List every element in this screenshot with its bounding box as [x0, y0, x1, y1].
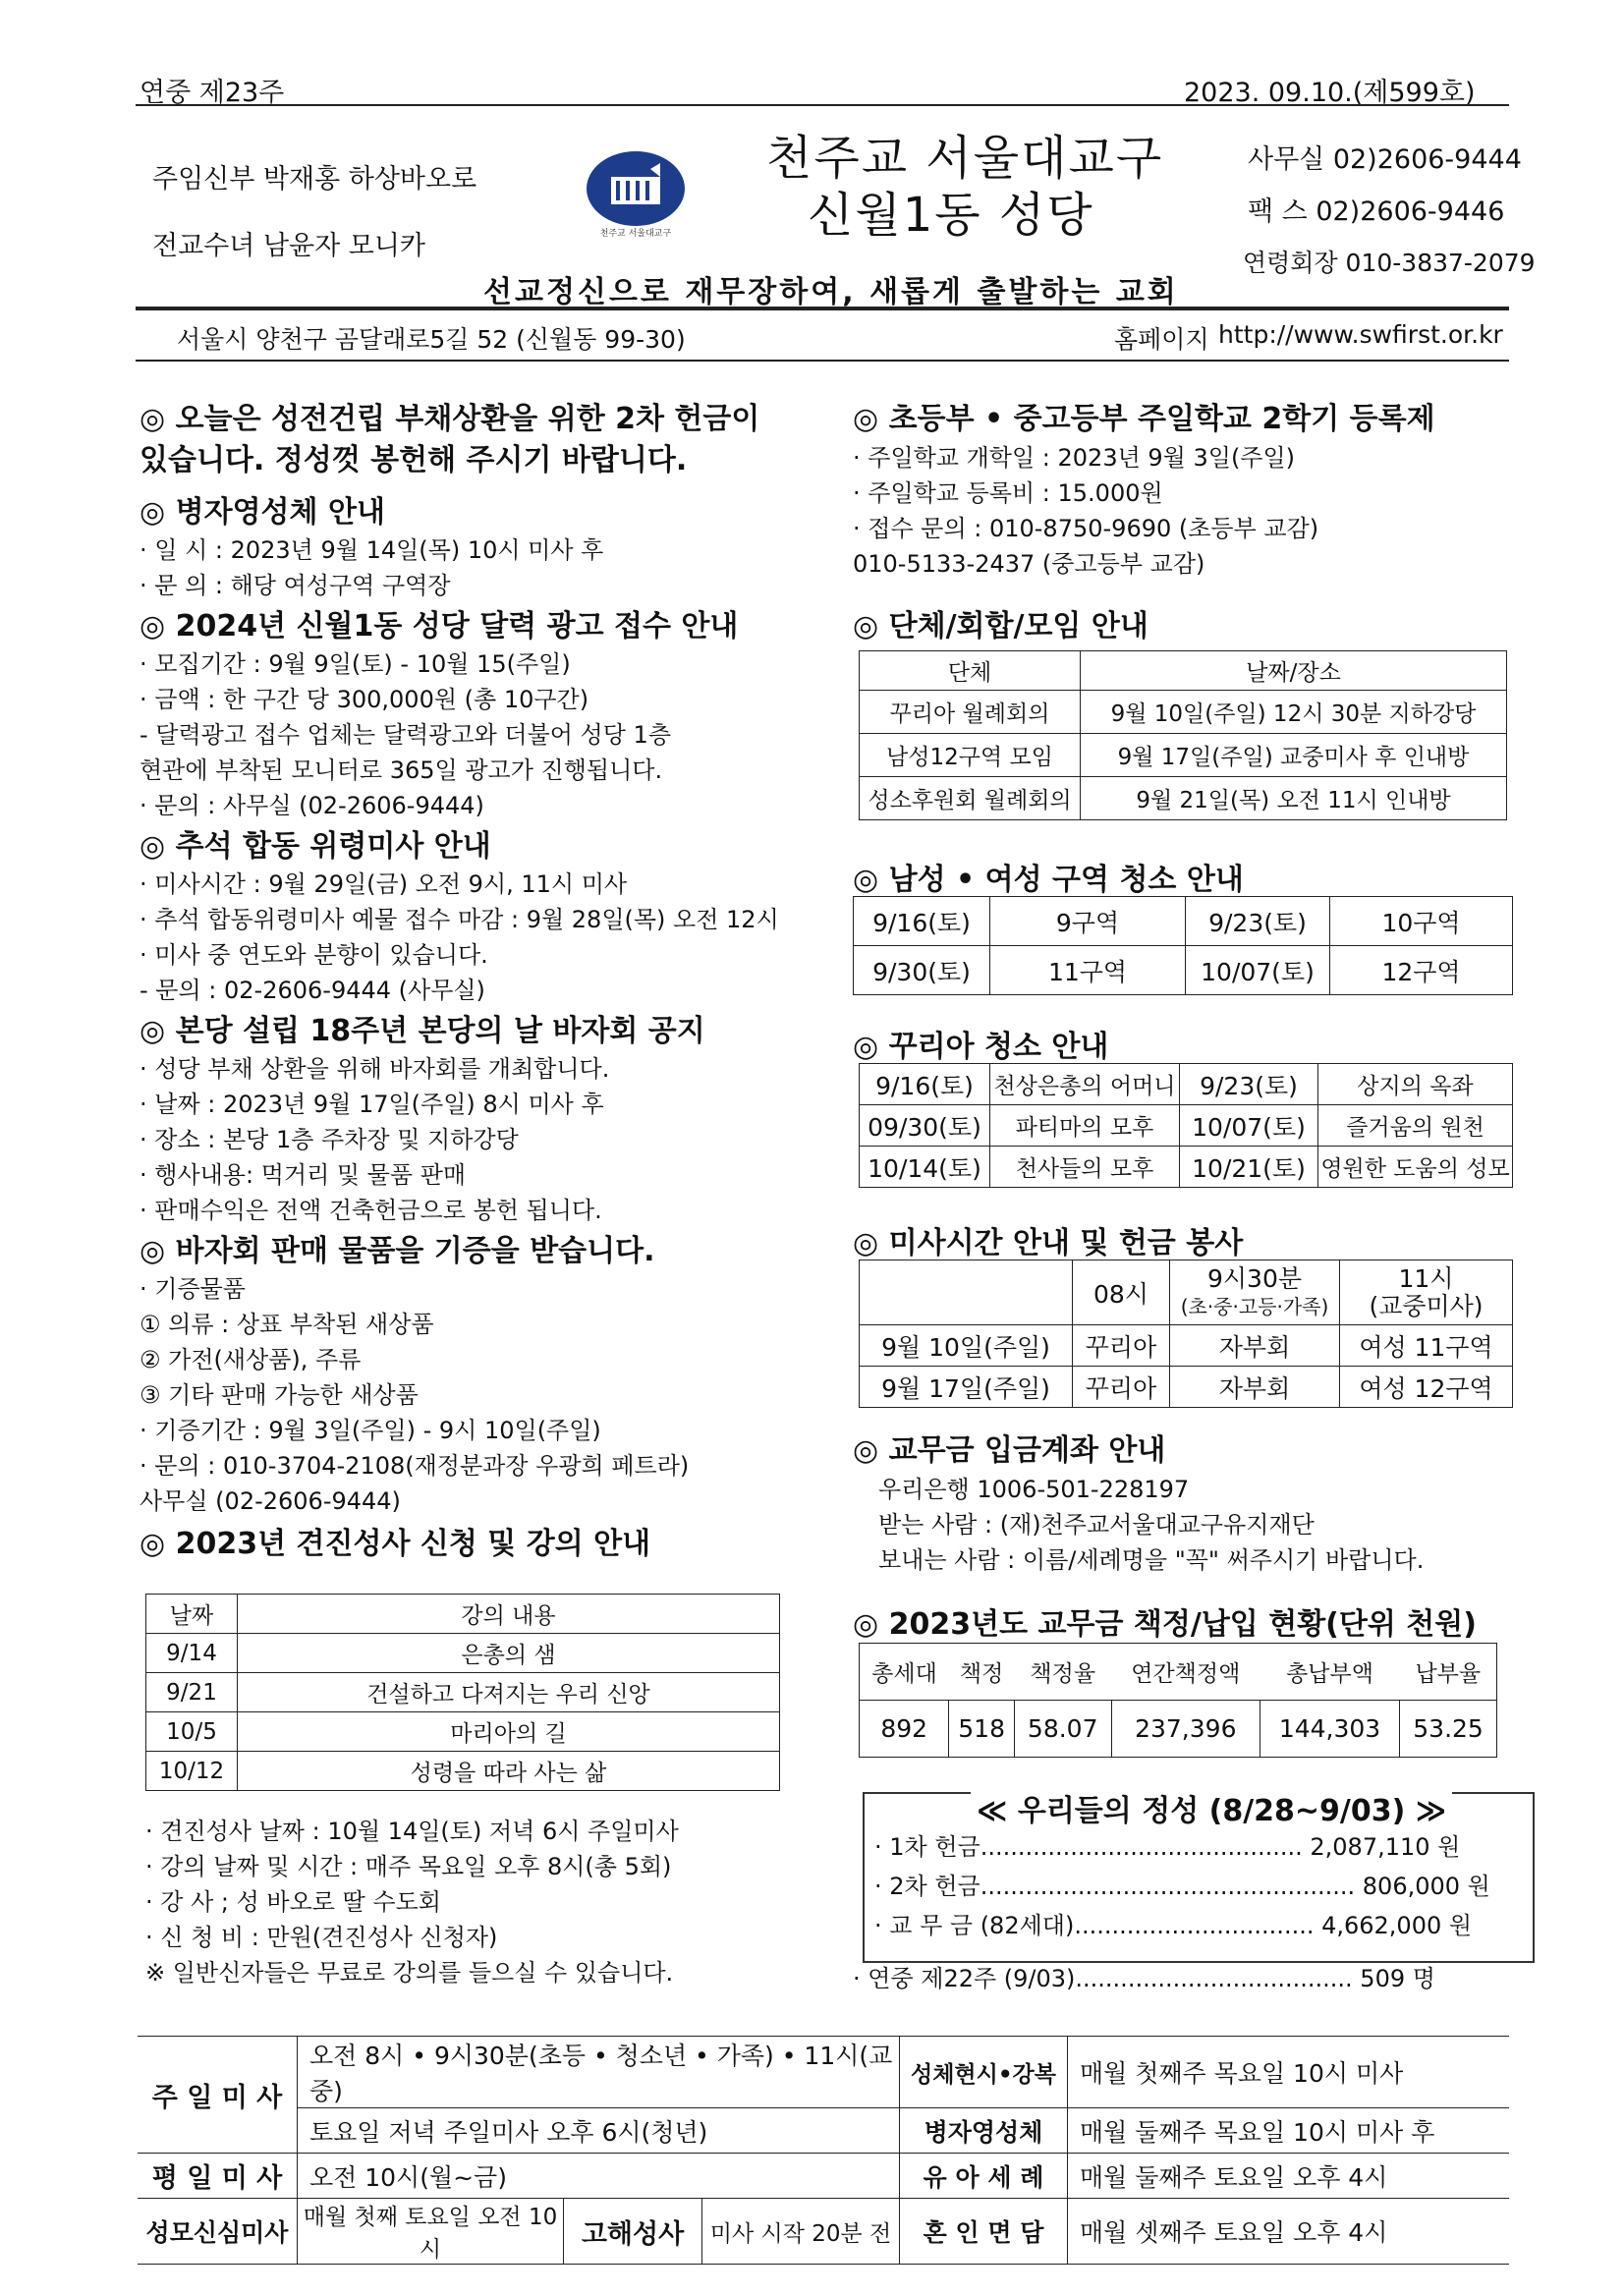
weekday-mass-time: 오전 10시(월~금) — [298, 2154, 900, 2199]
table-header: 책정 — [949, 1644, 1014, 1701]
table-cell: 9/14 — [146, 1634, 238, 1673]
table-cell: 9월 17일(주일) 교중미사 후 인내방 — [1081, 734, 1507, 777]
table-header: 단체 — [860, 651, 1081, 691]
notice-second-collection: ◎ 오늘은 성전건립 부채상환을 위한 2차 헌금이 — [140, 402, 760, 436]
pastor-name: 주임신부 박재홍 하상바오로 — [152, 164, 477, 195]
confirmation-title: ◎ 2023년 견진성사 신청 및 강의 안내 — [140, 1527, 651, 1561]
dues-table — [859, 1643, 1497, 1758]
calendar-ad-title: ◎ 2024년 신월1동 성당 달력 광고 접수 안내 — [140, 609, 739, 644]
first-collection: · 1차 헌금........................................... 2,087,110 원 — [874, 1833, 1461, 1861]
diocese-title: 천주교 서울대교구 — [766, 131, 1164, 186]
list-item: · 금액 : 한 구간 당 300,000원 (총 10구간) — [140, 686, 589, 713]
table-cell: 53.25 — [1400, 1701, 1497, 1758]
table-cell: 은총의 샘 — [238, 1634, 780, 1673]
issue-date: 2023. 09.10.(제599호) — [1184, 78, 1476, 108]
memorial-mass-title: ◎ 추석 합동 위령미사 안내 — [140, 829, 491, 864]
table-cell: 10/07(토) — [1186, 946, 1330, 995]
table-cell: 144,303 — [1260, 1701, 1399, 1758]
list-item: · 판매수익은 전액 건축헌금으로 봉헌 됩니다. — [140, 1197, 602, 1224]
list-item: · 문의 : 사무실 (02-2606-9444) — [140, 792, 484, 819]
table-cell: 11구역 — [990, 946, 1186, 995]
table-cell: 9월 21일(목) 오전 11시 인내방 — [1081, 777, 1507, 820]
sunday-mass-times: 오전 8시 • 9시30분(초등 • 청소년 • 가족) • 11시(교중) — [298, 2037, 900, 2108]
table-cell: 여성 11구역 — [1340, 1325, 1513, 1367]
table-header — [860, 1260, 1073, 1325]
table-header: 08시 — [1073, 1260, 1170, 1325]
list-item: ③ 기타 판매 가능한 새상품 — [140, 1381, 419, 1409]
table-cell: 58.07 — [1014, 1701, 1111, 1758]
sick-communion-time: 매월 둘째주 목요일 10시 미사 후 — [1068, 2108, 1510, 2154]
homepage-link[interactable]: http://www.swfirst.or.kr — [1218, 320, 1503, 349]
table-cell: 10/07(토) — [1180, 1105, 1318, 1147]
chair-phone: 연령회장 010-3837-2079 — [1243, 249, 1536, 277]
table-header: 강의 내용 — [238, 1595, 780, 1634]
right-column — [853, 399, 1521, 582]
zone-cleaning-table — [853, 896, 1513, 995]
mass-offering-table — [859, 1260, 1513, 1408]
sender-note: 보내는 사람 : 이름/세례명을 "꼭" 써주시기 바랍니다. — [878, 1546, 1425, 1574]
address: 서울시 양천구 곰달래로5길 52 (신월동 99-30) — [177, 325, 686, 354]
weekday-mass-label: 평 일 미 사 — [138, 2154, 298, 2199]
table-cell: 9구역 — [990, 897, 1186, 946]
list-item: · 주일학교 개학일 : 2023년 9월 3일(주일) — [853, 444, 1296, 472]
groups-title: ◎ 단체/회합/모임 안내 — [853, 609, 1148, 644]
mass-schedule-table — [138, 2036, 1509, 2265]
table-subheader: (초·중·고등·가족) — [1180, 1294, 1329, 1318]
table-header: 연간책정액 — [1111, 1644, 1260, 1701]
list-item: · 기증기간 : 9월 3일(주일) - 9시 10일(주일) — [140, 1417, 601, 1444]
list-item: · 기증물품 — [140, 1275, 246, 1303]
mass-schedule-title: ◎ 미사시간 안내 및 헌금 봉사 — [853, 1226, 1244, 1260]
list-item: · 성당 부채 상환을 위해 바자회를 개최합니다. — [140, 1055, 610, 1083]
marriage-label: 혼 인 면 담 — [900, 2199, 1068, 2265]
sunday-mass-label: 주 일 미 사 — [138, 2037, 298, 2154]
table-cell: 12구역 — [1330, 946, 1513, 995]
table-header: 날짜 — [146, 1595, 238, 1634]
sick-communion-label: 병자영성체 — [900, 2108, 1068, 2154]
sunday-school-title: ◎ 초등부 • 중고등부 주일학교 2학기 등록제 — [853, 402, 1435, 436]
table-header: 납부율 — [1400, 1644, 1497, 1701]
table-cell: 천사들의 모후 — [990, 1147, 1180, 1188]
infant-baptism-label: 유 아 세 례 — [900, 2154, 1068, 2199]
table-cell: 자부회 — [1170, 1325, 1340, 1367]
table-cell: 남성12구역 모임 — [860, 734, 1081, 777]
adoration-time: 매월 첫째주 목요일 10시 미사 — [1068, 2037, 1510, 2108]
table-cell: 즐거움의 원천 — [1318, 1105, 1513, 1147]
list-item: 현관에 부착된 모니터로 365일 광고가 진행됩니다. — [140, 756, 663, 784]
table-cell: 9/30(토) — [854, 946, 990, 995]
table-cell: 9/16(토) — [854, 897, 990, 946]
list-item: · 추석 합동위령미사 예물 접수 마감 : 9월 28일(목) 오전 12시 — [140, 906, 779, 933]
address-rule — [136, 360, 1509, 362]
table-cell: 건설하고 다져지는 우리 신앙 — [238, 1673, 780, 1712]
parish-title: 신월1동 성당 — [808, 188, 1094, 243]
saturday-mass: 토요일 저녁 주일미사 오후 6시(청년) — [298, 2108, 900, 2154]
confession-time: 미사 시작 20분 전 — [702, 2199, 900, 2265]
list-item: · 미사 중 연도와 분향이 있습니다. — [140, 941, 488, 969]
curia-cleaning-table — [859, 1063, 1513, 1188]
table-header: 날짜/장소 — [1081, 651, 1507, 691]
offerings-title: ≪ 우리들의 정성 (8/28~9/03) ≫ — [971, 1786, 1452, 1829]
list-item: · 일 시 : 2023년 9월 14일(목) 10시 미사 후 — [140, 536, 604, 564]
homepage-label: 홈페이지 — [1114, 325, 1209, 354]
donation-title: ◎ 바자회 판매 물품을 기증을 받습니다. — [140, 1234, 655, 1268]
table-header: 11시 — [1398, 1263, 1454, 1293]
table-cell: 09/30(토) — [860, 1105, 990, 1147]
week-label: 연중 제23주 — [140, 78, 285, 108]
table-header: 9시30분 — [1206, 1263, 1303, 1293]
list-item: - 달력광고 접수 업체는 달력광고와 더불어 성당 1층 — [140, 721, 672, 749]
top-rule — [136, 104, 1509, 106]
list-item: · 접수 문의 : 010-8750-9690 (초등부 교감) — [853, 515, 1319, 542]
left-column — [140, 399, 788, 1564]
adoration-label: 성체현시•강복 — [900, 2037, 1068, 2108]
slogan-rule — [136, 307, 1509, 310]
list-item: · 모집기간 : 9월 9일(토) - 10월 15(주일) — [140, 650, 571, 678]
groups-table — [859, 650, 1507, 820]
recipient: 받는 사람 : (재)천주교서울대교구유지재단 — [878, 1511, 1315, 1539]
dues-status-title: ◎ 2023년도 교무금 책정/납입 현황(단위 천원) — [853, 1607, 1477, 1642]
list-item: · 미사시간 : 9월 29일(금) 오전 9시, 11시 미사 — [140, 870, 628, 898]
table-cell: 자부회 — [1170, 1367, 1340, 1408]
table-cell: 성령을 따라 사는 삶 — [238, 1752, 780, 1791]
dues-collection: · 교 무 금 (82세대)................................ 4,662,000 원 — [874, 1912, 1473, 1939]
list-item: · 행사내용: 먹거리 및 물품 판매 — [140, 1161, 467, 1189]
marian-mass-label: 성모신심미사 — [138, 2199, 298, 2265]
table-cell: 9월 10일(주일) — [860, 1325, 1073, 1367]
table-cell: 9/21 — [146, 1673, 238, 1712]
list-item: · 문의 : 010-3704-2108(재정분과장 우광희 페트라) — [140, 1452, 690, 1480]
zone-cleaning-title: ◎ 남성 • 여성 구역 청소 안내 — [853, 863, 1244, 897]
table-cell: 518 — [949, 1701, 1014, 1758]
table-cell: 10/21(토) — [1180, 1147, 1318, 1188]
bazaar-title: ◎ 본당 설립 18주년 본당의 날 바자회 공지 — [140, 1014, 705, 1048]
account-title: ◎ 교무금 입금계좌 안내 — [853, 1433, 1166, 1468]
list-item: 사무실 (02-2606-9444) — [140, 1487, 401, 1515]
account-section — [853, 1430, 1521, 1578]
marian-mass-time: 매월 첫째 토요일 오전 10시 — [298, 2199, 564, 2265]
svg-text:천주교 서울대교구: 천주교 서울대교구 — [599, 229, 672, 239]
list-item: · 주일학교 등록비 : 15.000원 — [853, 479, 1163, 507]
table-header: 책정율 — [1014, 1644, 1111, 1701]
list-item: · 강 사 ; 성 바오로 딸 수도회 — [145, 1888, 441, 1916]
table-cell: 9/23(토) — [1180, 1064, 1318, 1105]
table-header: 총세대 — [860, 1644, 949, 1701]
notice-second-collection-2: 있습니다. 정성껏 봉헌해 주시기 바랍니다. — [140, 443, 688, 477]
bank-account: 우리은행 1006-501-228197 — [878, 1476, 1190, 1503]
table-cell: 성소후원회 월례회의 — [860, 777, 1081, 820]
second-collection: · 2차 헌금.................................................. 806,000 원 — [874, 1873, 1490, 1900]
table-cell: 파티마의 모후 — [990, 1105, 1180, 1147]
list-item: ※ 일반신자들은 무료로 강의를 들으실 수 있습니다. — [145, 1959, 674, 1987]
list-item: · 견진성사 날짜 : 10월 14일(토) 저녁 6시 주일미사 — [145, 1818, 679, 1845]
parish-logo-icon — [582, 147, 690, 239]
confession-label: 고해성사 — [564, 2199, 702, 2265]
sick-communion-title: ◎ 병자영성체 안내 — [140, 495, 385, 530]
list-item: ① 의류 : 상표 부착된 새상품 — [140, 1311, 434, 1338]
table-header: 총납부액 — [1260, 1644, 1399, 1701]
curia-cleaning-title: ◎ 꾸리아 청소 안내 — [853, 1030, 1109, 1064]
list-item: · 날짜 : 2023년 9월 17일(주일) 8시 미사 후 — [140, 1091, 604, 1118]
table-cell: 237,396 — [1111, 1701, 1260, 1758]
list-item: · 신 청 비 : 만원(견진성사 신청자) — [145, 1924, 498, 1951]
office-phone: 사무실 02)2606-9444 — [1248, 144, 1522, 175]
confirmation-table — [145, 1594, 780, 1791]
list-item: 010-5133-2437 (중고등부 교감) — [853, 550, 1205, 578]
table-cell: 10/14(토) — [860, 1147, 990, 1188]
table-subheader: (교중미사) — [1369, 1291, 1484, 1320]
table-cell: 892 — [860, 1701, 949, 1758]
table-cell: 영원한 도움의 성모 — [1318, 1147, 1513, 1188]
table-cell: 9월 10일(주일) 12시 30분 지하강당 — [1081, 691, 1507, 734]
table-cell: 꾸리아 — [1073, 1367, 1170, 1408]
confirmation-details — [145, 1814, 794, 1990]
table-cell: 꾸리아 — [1073, 1325, 1170, 1367]
list-item: · 문 의 : 해당 여성구역 구역장 — [140, 572, 451, 599]
table-cell: 10/5 — [146, 1712, 238, 1752]
list-item: ② 가전(새상품), 주류 — [140, 1346, 362, 1373]
slogan: 선교정신으로 재무장하여, 새롭게 출발하는 교회 — [483, 275, 1179, 309]
table-cell: 9/23(토) — [1186, 897, 1330, 946]
table-cell: 10/12 — [146, 1752, 238, 1791]
table-cell: 여성 12구역 — [1340, 1367, 1513, 1408]
table-cell: 9월 17일(주일) — [860, 1367, 1073, 1408]
list-item: - 문의 : 02-2606-9444 (사무실) — [140, 977, 485, 1004]
sister-name: 전교수녀 남윤자 모니카 — [152, 231, 425, 261]
table-cell: 꾸리아 월례회의 — [860, 691, 1081, 734]
table-cell: 9/16(토) — [860, 1064, 990, 1105]
infant-baptism-time: 매월 둘째주 토요일 오후 4시 — [1068, 2154, 1510, 2199]
list-item: · 강의 날짜 및 시간 : 매주 목요일 오후 8시(총 5회) — [145, 1853, 672, 1880]
fax-number: 팩 스 02)2606-9446 — [1248, 196, 1505, 227]
attendance: · 연중 제22주 (9/03)..................................... 509 명 — [853, 1965, 1435, 1992]
table-cell: 마리아의 길 — [238, 1712, 780, 1752]
list-item: · 장소 : 본당 1층 주차장 및 지하강당 — [140, 1126, 519, 1153]
table-cell: 천상은총의 어머니 — [990, 1064, 1180, 1105]
table-cell: 상지의 옥좌 — [1318, 1064, 1513, 1105]
marriage-time: 매월 셋째주 토요일 오후 4시 — [1068, 2199, 1510, 2265]
table-cell: 10구역 — [1330, 897, 1513, 946]
